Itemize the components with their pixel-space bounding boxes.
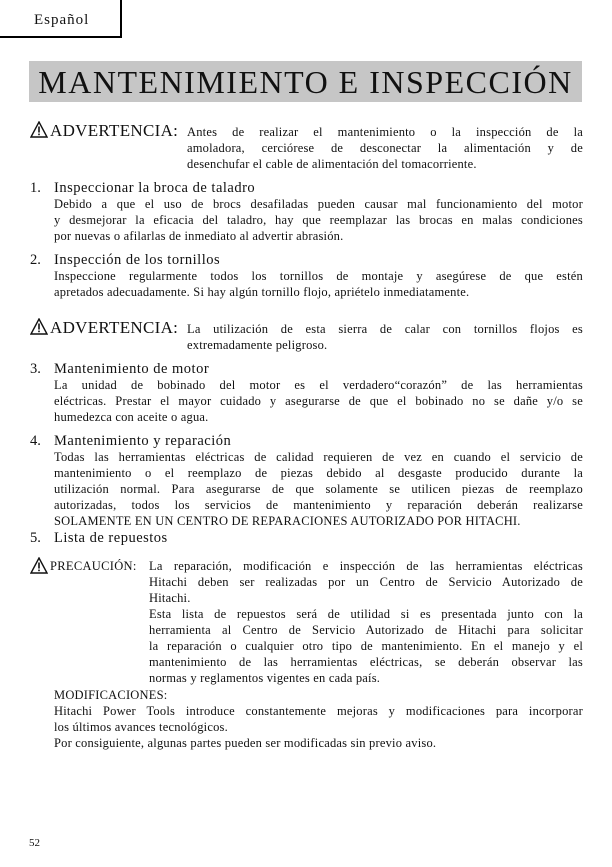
caution-label: PRECAUCIÓN:: [50, 559, 137, 573]
section-number: 1.: [30, 180, 41, 196]
caution-text-line: Esta lista de repuestos será de utilidad si es presentada junto con la: [149, 607, 583, 621]
body-line: humedezca con aceite o agua.: [54, 410, 209, 424]
body-line: eléctricas. Prestar el mayor cuidado y asegurarse de que el bobinado no se dañe y/o se: [54, 394, 583, 408]
section-heading: Mantenimiento y reparación: [54, 433, 232, 449]
body-line: Todas las herramientas eléctricas de calidad requieren de vez en cuando el servicio de: [54, 450, 583, 464]
body-line: Debido a que el uso de brocs desafiladas pueden causar mal funcionamiento del motor: [54, 197, 583, 211]
warning-triangle-icon: [30, 121, 48, 138]
section-number: 3.: [30, 361, 41, 377]
body-line: los últimos avances tecnológicos.: [54, 720, 228, 734]
body-line: Por consiguiente, algunas partes pueden ser modificadas sin previo aviso.: [54, 736, 437, 750]
section-heading: Lista de repuestos: [54, 530, 168, 546]
warning-text-line: Antes de realizar el mantenimiento o la inspección de la: [187, 125, 583, 139]
warning-label: ADVERTENCIA:: [50, 318, 179, 337]
caution-text-line: Hitachi.: [149, 591, 191, 605]
caution-triangle-icon: [30, 557, 48, 574]
section-number: 4.: [30, 433, 41, 449]
caution-text-line: La reparación, modificación e inspección de las herramientas eléctricas: [149, 559, 583, 573]
caution-text-line: herramienta al Centro de Servicio Autorizado de Hitachi para solicitar: [149, 623, 583, 637]
modifications-heading: MODIFICACIONES:: [54, 688, 168, 702]
body-line: y desmejorar la eficacia del taladro, hay que reemplazar las brocas en malas condiciones: [54, 213, 583, 227]
body-line: autorizadas, todos los servicios de mantenimiento y reparación deberán realizarse: [54, 498, 583, 512]
caution-text-line: mantenimiento de las herramientas eléctricas, se deberán observar las: [149, 655, 583, 669]
page-number: 52: [29, 837, 40, 849]
language-tab: Español: [0, 0, 122, 38]
caution-text-line: normas y reglamentos vigentes en cada país.: [149, 671, 381, 685]
warning-triangle-icon: [30, 318, 48, 335]
body-line: Hitachi Power Tools introduce constantemente mejoras y modificaciones para incorporar: [54, 704, 583, 718]
caution-text-line: Hitachi deben ser realizadas por un Centro de Servicio Autorizado de: [149, 575, 583, 589]
body-line: utilización normal. Para asegurarse de que solamente se utilicen piezas de reemplazo: [54, 482, 583, 496]
body-line: SOLAMENTE EN UN CENTRO DE REPARACIONES AUTORIZADO POR HITACHI.: [54, 514, 521, 528]
warning-label: ADVERTENCIA:: [50, 121, 179, 140]
body-line: por nuevas o afilarlas de inmediato al advertir abrasión.: [54, 229, 344, 243]
body-line: mantenimiento o el reemplazo de piezas debido al desgaste producido durante la: [54, 466, 583, 480]
section-number: 2.: [30, 252, 41, 268]
warning-text-line: extremadamente peligroso.: [187, 338, 328, 352]
section-number: 5.: [30, 530, 41, 546]
warning-text-line: desenchufar el cable de alimentación del tomacorriente.: [187, 157, 477, 171]
body-line: La unidad de bobinado del motor es el verdadero“corazón” de las herramientas: [54, 378, 583, 392]
section-heading: Mantenimiento de motor: [54, 361, 210, 377]
caution-text-line: la reparación o cualquier otro tipo de mantenimiento. En el manejo y el: [149, 639, 583, 653]
body-line: Inspeccione regularmente todos los tornillos de montaje y asegúrese de que estén: [54, 269, 583, 283]
body-line: apretados adecuadamente. Si hay algún tornillo flojo, apriételo inmediatamente.: [54, 285, 470, 299]
section-heading: Inspección de los tornillos: [54, 252, 221, 268]
warning-text-line: La utilización de esta sierra de calar con tornillos flojos es: [187, 322, 583, 336]
section-heading: Inspeccionar la broca de taladro: [54, 180, 256, 196]
page-title: MANTENIMIENTO E INSPECCIÓN: [29, 61, 582, 102]
warning-text-line: amoladora, cerciórese de desconectar la alimentación y de: [187, 141, 583, 155]
